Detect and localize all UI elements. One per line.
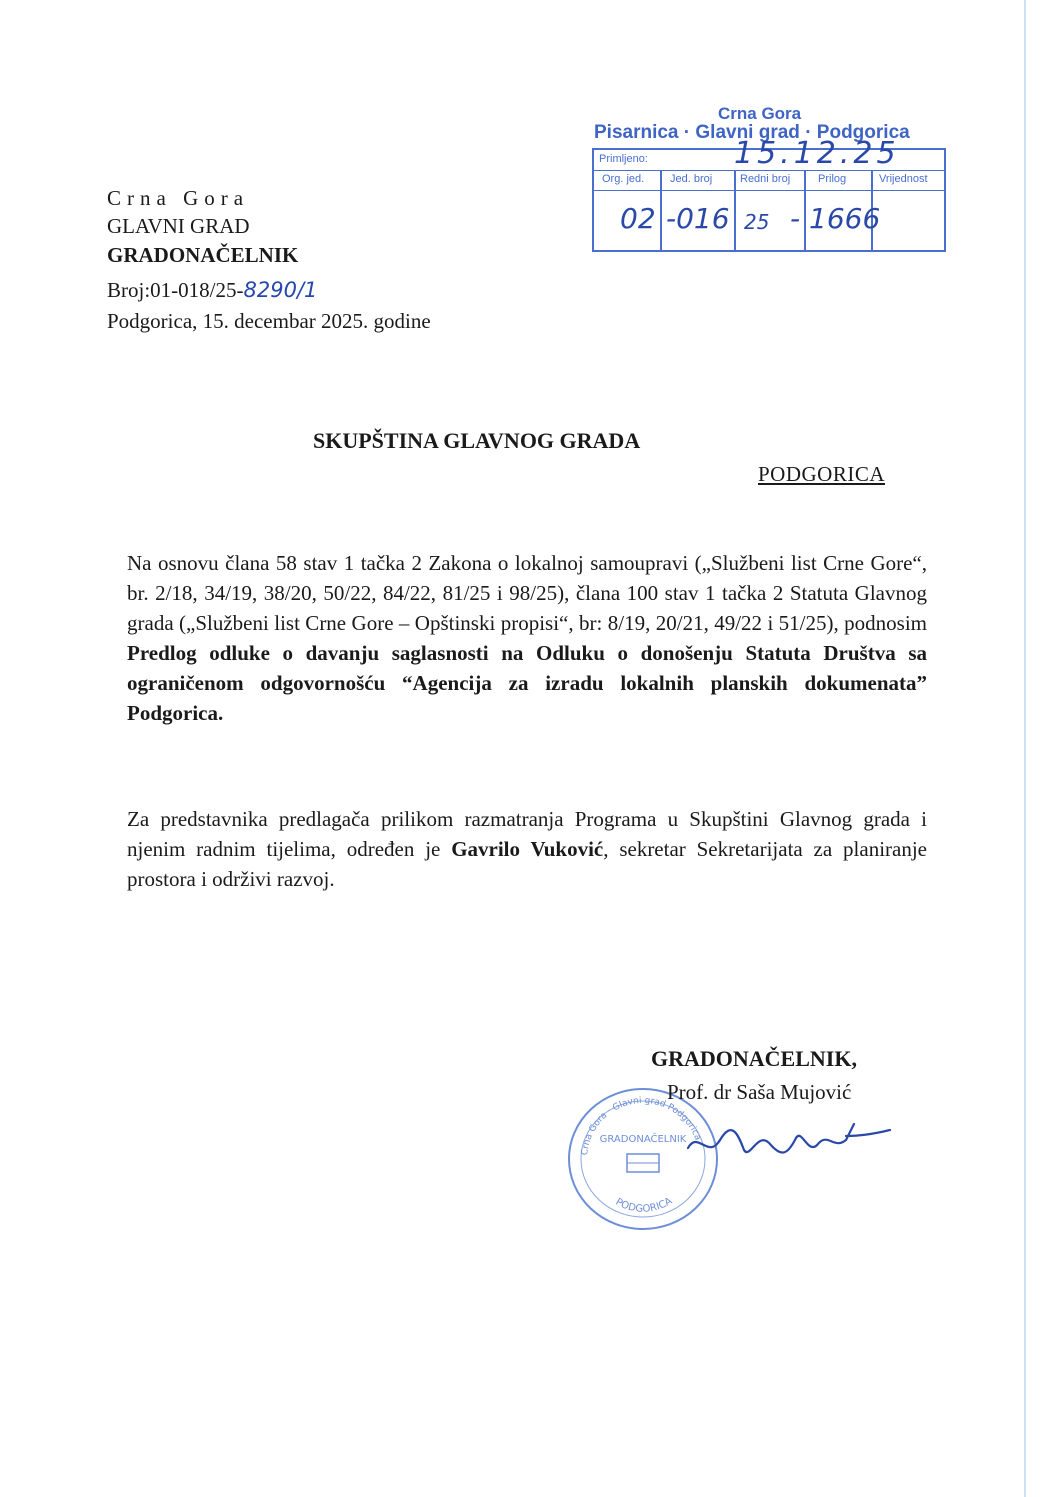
stamp-col-org: Org. jed. [602, 173, 645, 185]
page-edge-line [1024, 0, 1026, 1497]
header-place-date: Podgorica, 15. decembar 2025. godine [107, 309, 431, 333]
addressee-name: SKUPŠTINA GLAVNOG GRADA [313, 428, 641, 453]
stamp-value-prilog: - 1666 [790, 202, 881, 235]
stamp-value-redni: 25 [744, 210, 770, 234]
svg-text:PODGORICA [613, 1196, 674, 1215]
header-office: GRADONAČELNIK [107, 243, 299, 267]
header-number [107, 276, 317, 304]
stamp-divider [734, 170, 736, 250]
header-city-unit: GLAVNI GRAD [107, 214, 250, 238]
header-country: Crna Gora [107, 186, 250, 210]
stamp-divider [660, 170, 662, 250]
stamp-received-date: 15.12.25 [734, 136, 900, 171]
number-label: Broj:01-018/25- [107, 278, 244, 302]
addressee-city: PODGORICA [758, 462, 886, 486]
p2-bold: Gavrilo Vuković [451, 837, 604, 861]
stamp-value-jed: -016 [666, 202, 730, 235]
p2-tail: , sekretar Sekretarijata za planiranje prostora i održivi razvoj. [127, 837, 927, 891]
stamp-line2: Pisarnica · Glavni grad · Podgorica [594, 122, 910, 143]
stamp-header-row [594, 170, 944, 191]
stamp-col-vrijednost: Vrijednost [879, 173, 928, 185]
number-handwritten: 8290/1 [243, 278, 318, 302]
signature-name: Prof. dr Saša Mujović [667, 1080, 852, 1104]
p1-bold: Predlog odluke o davanju saglasnosti na Odluku o donošenju Statuta Društva sa ograničenom odgovornošću “Agencija za izradu lokalnih planskih dokumenata” Podgorica. [127, 641, 927, 725]
seal-middle-text: GRADONAČELNIK [599, 1134, 687, 1145]
handwritten-signature [678, 1110, 898, 1170]
seal-bottom-text: PODGORICA [613, 1195, 675, 1215]
registry-stamp [592, 136, 946, 252]
p1-text: Na osnovu člana 58 stav 1 tačka 2 Zakona o lokalnoj samoupravi („Službeni list Crne Gore“, br. 2/18, 34/19, 38/20, 50/22, 84/22, 81/25 i 98/25), člana 100 stav 1 tačka 2 Statuta Glavnog grada („Službeni list Crne Gore – Opštinski propisi“, br: 8/19, 20/21, 49/22 i 51/25), podnosim [127, 551, 927, 635]
stamp-col-prilog: Prilog [818, 173, 847, 185]
stamp-line1: Crna Gora [718, 104, 802, 123]
stamp-col-jed: Jed. broj [670, 173, 713, 185]
stamp-col-redni: Redni broj [740, 173, 791, 185]
body-paragraph-2 [127, 804, 927, 894]
signature-title: GRADONAČELNIK, [651, 1046, 857, 1071]
body-paragraph-1 [127, 548, 927, 728]
p2-text: Za predstavnika predlagača prilikom razmatranja Programa u Skupštini Glavnog grada i njenim radnim tijelima, određen je [127, 807, 927, 861]
stamp-received-label: Primljeno: [599, 153, 648, 165]
seal-top-text: Crna Gora · Glavni grad Podgorica [580, 1095, 703, 1156]
stamp-value-org: 02 [620, 202, 656, 235]
